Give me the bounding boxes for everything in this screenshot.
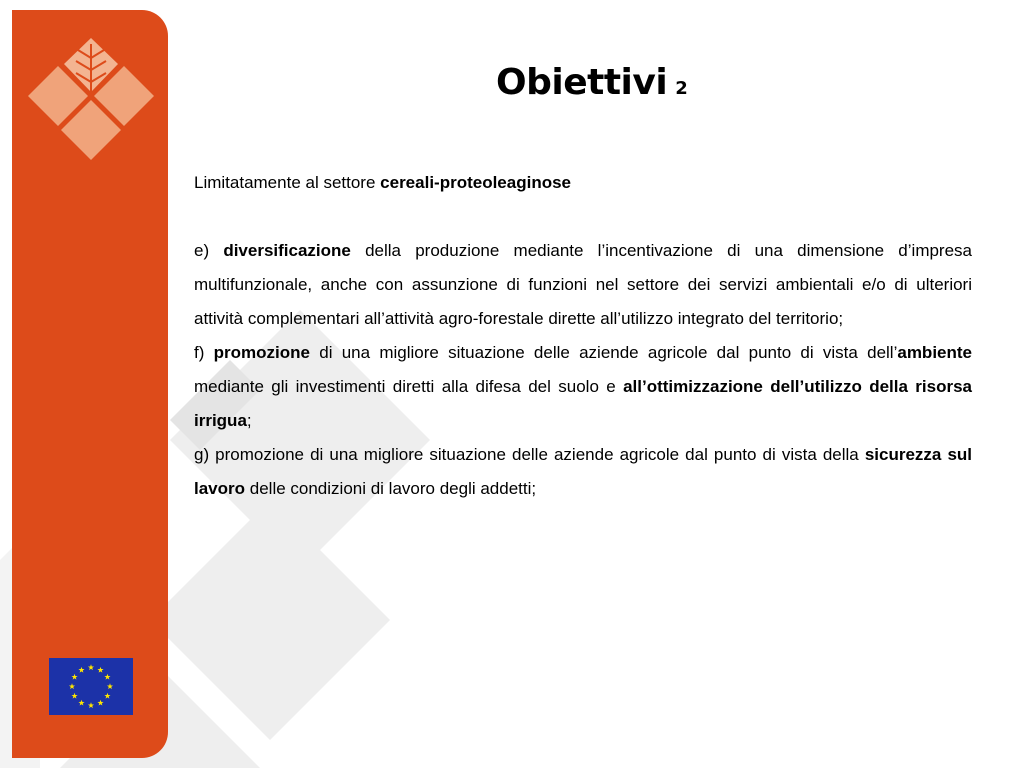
title-number: 2 <box>675 78 688 99</box>
eu-flag-icon <box>49 658 133 715</box>
intro-bold: cereali-proteoleaginose <box>380 173 571 192</box>
objective-g-bold: sicurezza sul lavoro <box>194 445 973 498</box>
objective-g-text-1: g) promozione di una migliore situazione delle aziende agricole dal punto di vista della <box>194 445 865 464</box>
slide-title <box>496 62 687 103</box>
intro-paragraph <box>194 166 972 200</box>
objective-e-text: della produzione mediante l’incentivazione di una dimensione d’impresa multifunzionale, anche con assunzione di funzioni nel settore dei servizi ambientali e/o di ulteriori attività complementari all’attività agro-forestale dirette all’utilizzo integrato del territorio; <box>194 241 973 328</box>
objective-e-bold: diversificazione <box>223 241 351 260</box>
objective-g <box>194 438 972 506</box>
objective-f-text-2: mediante gli investimenti diretti alla difesa del suolo e <box>194 377 624 396</box>
objective-f-bold-2: ambiente <box>897 343 972 362</box>
objective-f-text-1: di una migliore situazione delle aziende agricole dal punto di vista dell’ <box>309 343 898 362</box>
objective-f-text-3: ; <box>246 411 252 430</box>
objective-f-lead: f) <box>194 343 214 362</box>
objective-f-bold-1: promozione <box>213 343 310 362</box>
objective-f-bold-3: all’ottimizzazione dell’utilizzo della risorsa irrigua <box>194 377 973 430</box>
objective-f <box>194 336 972 438</box>
leaf-diamond-logo-icon <box>26 36 156 162</box>
objective-g-text-2: delle condizioni di lavoro degli addetti; <box>245 479 537 498</box>
objective-e <box>194 234 972 336</box>
slide-content <box>194 166 972 506</box>
objective-e-lead: e) <box>194 241 224 260</box>
intro-prefix: Limitatamente al settore <box>194 173 381 192</box>
title-text: Obiettivi <box>496 62 668 103</box>
